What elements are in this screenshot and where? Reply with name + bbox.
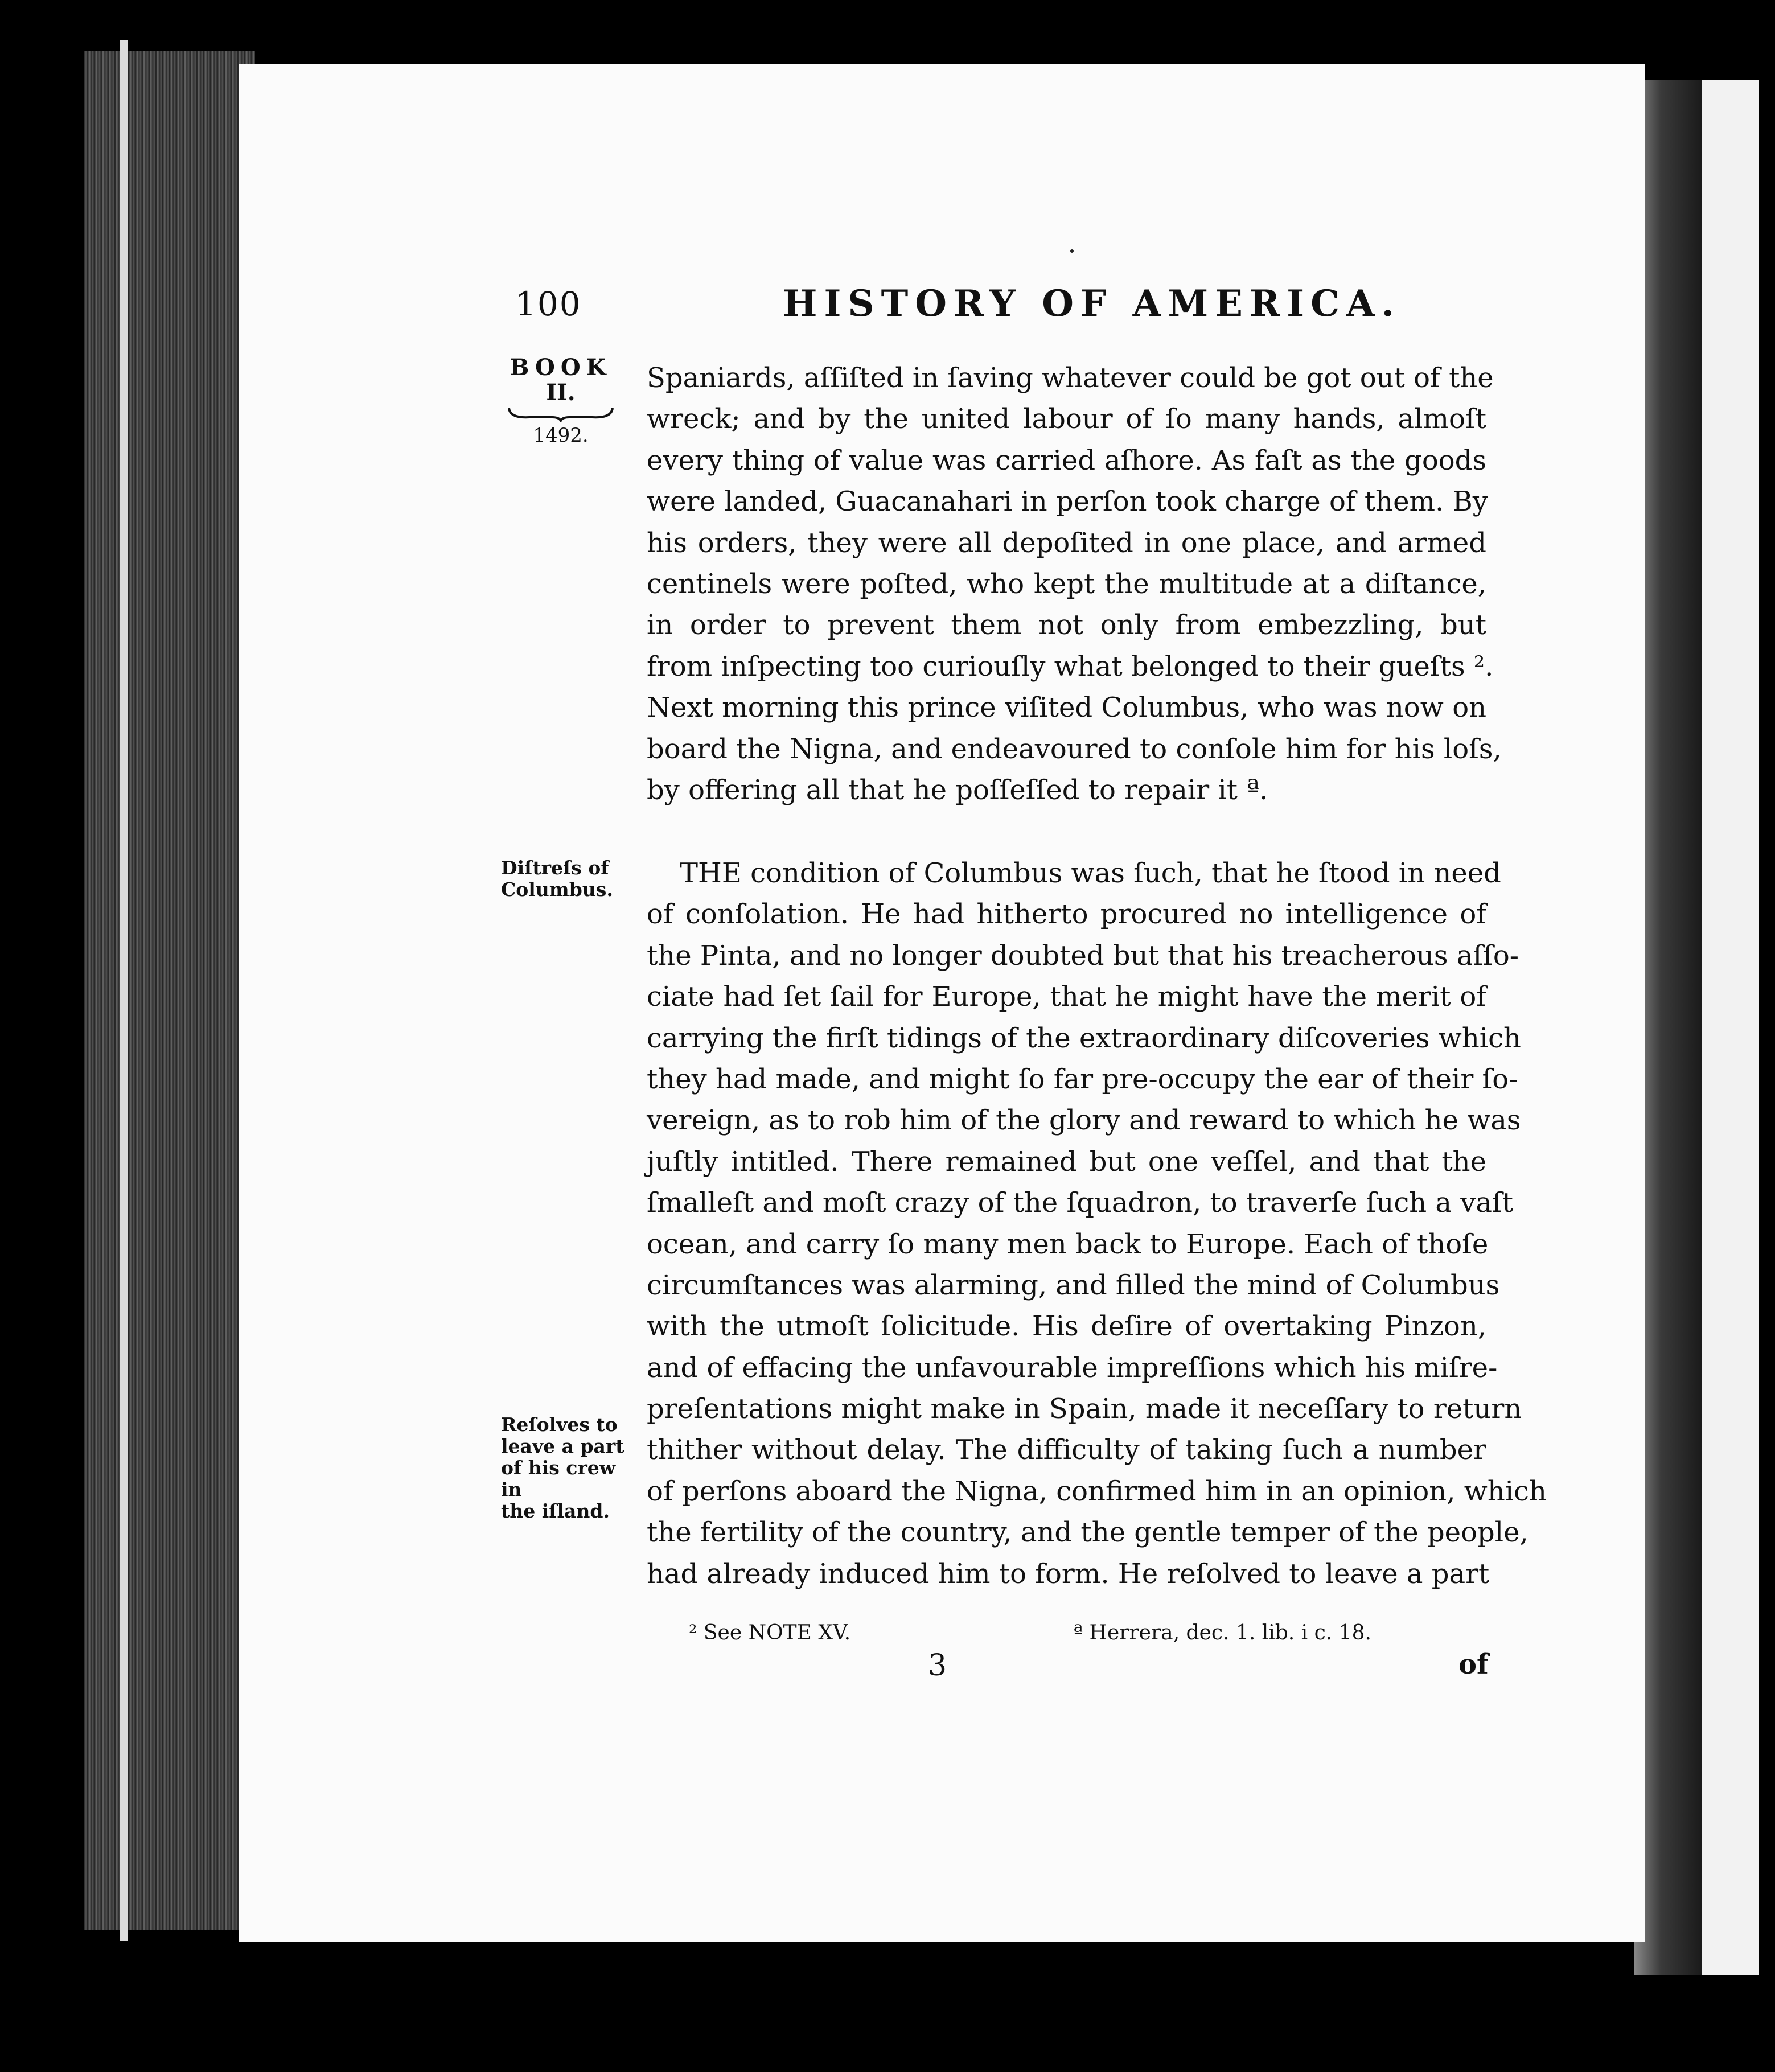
text-line: ciate had ſet ſail for Europe, that he might have the merit of	[647, 981, 1486, 1013]
text-line: centinels were poſted, who kept the multitude at a diſtance,	[647, 568, 1486, 600]
paragraph-1	[647, 357, 1502, 811]
paragraph-2	[647, 853, 1547, 1594]
text-line: were landed, Guacanahari in perſon took charge of them. By	[647, 486, 1488, 518]
signature-mark: 3	[928, 1648, 947, 1683]
text-line: Next morning this prince viſited Columbus, who was now on	[647, 692, 1486, 724]
ink-speck	[1070, 249, 1074, 253]
text-line: thither without delay. The difficulty of taking ſuch a number	[647, 1434, 1486, 1466]
text-line: had already induced him to form. He reſolved to leave a part	[647, 1557, 1490, 1590]
book-spine	[84, 51, 255, 1930]
brace-icon	[507, 407, 615, 422]
running-head	[515, 282, 1494, 336]
book-marker	[501, 354, 621, 447]
sidenote-line: Reſolves to	[501, 1413, 618, 1436]
book-number: II.	[546, 379, 576, 406]
footnotes	[689, 1621, 1486, 1655]
footnote-herrera: ª Herrera, dec. 1. lib. i c. 18.	[1073, 1621, 1371, 1645]
text-line: juſtly intitled. There remained but one veſſel, and that the	[647, 1145, 1486, 1178]
text-line: vereign, as to rob him of the glory and reward to which he was	[647, 1104, 1521, 1137]
text-line: circumſtances was alarming, and filled the mind of Columbus	[647, 1269, 1500, 1301]
text-line: ſmalleſt and moſt crazy of the ſquadron, to traverſe ſuch a vaſt	[647, 1187, 1514, 1219]
spine-edge	[120, 40, 128, 1941]
footnote-note-xv: ² See NOTE XV.	[689, 1621, 851, 1645]
page-number: 100	[515, 285, 582, 323]
book-year: 1492.	[533, 424, 589, 447]
text-line: in order to prevent them not only from embezzling, but	[647, 609, 1486, 642]
sidenote-line: Columbus.	[501, 878, 613, 901]
text-line: Spaniards, aſſiſted in ſaving whatever could be got out of the	[647, 362, 1494, 394]
page-title: HISTORY OF AMERICA.	[783, 282, 1401, 325]
text-line: THE condition of Columbus was ſuch, that he ſtood in need	[680, 857, 1501, 889]
sidenote-line: of his crew in	[501, 1457, 616, 1500]
book-label: BOOK	[510, 354, 612, 381]
text-line: of conſolation. He had hitherto procured no intelligence of	[647, 898, 1486, 931]
text-line: from inſpecting too curiouſly what belonged to their gueſts ².	[647, 650, 1494, 683]
text-line: the fertility of the country, and the gentle temper of the people,	[647, 1516, 1529, 1549]
text-line: they had made, and might ſo far pre-occupy the ear of their ſo-	[647, 1063, 1518, 1095]
sidenote-line: Diſtreſs of	[501, 857, 609, 879]
sidenote-resolves	[501, 1414, 638, 1522]
facing-page-edge	[1702, 80, 1759, 1975]
sidenote-line: the iſland.	[501, 1500, 610, 1522]
text-line: ocean, and carry ſo many men back to Europe. Each of thoſe	[647, 1228, 1489, 1260]
text-line: with the utmoſt ſolicitude. His deſire of overtaking Pinzon,	[647, 1310, 1486, 1343]
text-line: carrying the firſt tidings of the extraordinary diſcoveries which	[647, 1022, 1521, 1054]
text-line: board the Nigna, and endeavoured to conſole him for his loſs,	[647, 733, 1502, 765]
text-line: and of effacing the unfavourable impreſſions which his miſre-	[647, 1351, 1498, 1384]
text-line: by offering all that he poſſeſſed to repair it ª.	[647, 774, 1268, 806]
sidenote-distress	[501, 857, 638, 901]
sidenote-line: leave a part	[501, 1435, 624, 1457]
catchword: of	[1458, 1648, 1489, 1680]
text-line: wreck; and by the united labour of ſo many hands, almoſt	[647, 403, 1486, 435]
text-line: of perſons aboard the Nigna, confirmed him in an opinion, which	[647, 1475, 1547, 1507]
text-line: preſentations might make in Spain, made it neceſſary to return	[647, 1393, 1522, 1425]
text-line: his orders, they were all depoſited in one place, and armed	[647, 527, 1486, 559]
text-line: the Pinta, and no longer doubted but that his treacherous aſſo-	[647, 939, 1519, 972]
text-line: every thing of value was carried aſhore. As faſt as the goods	[647, 444, 1486, 476]
